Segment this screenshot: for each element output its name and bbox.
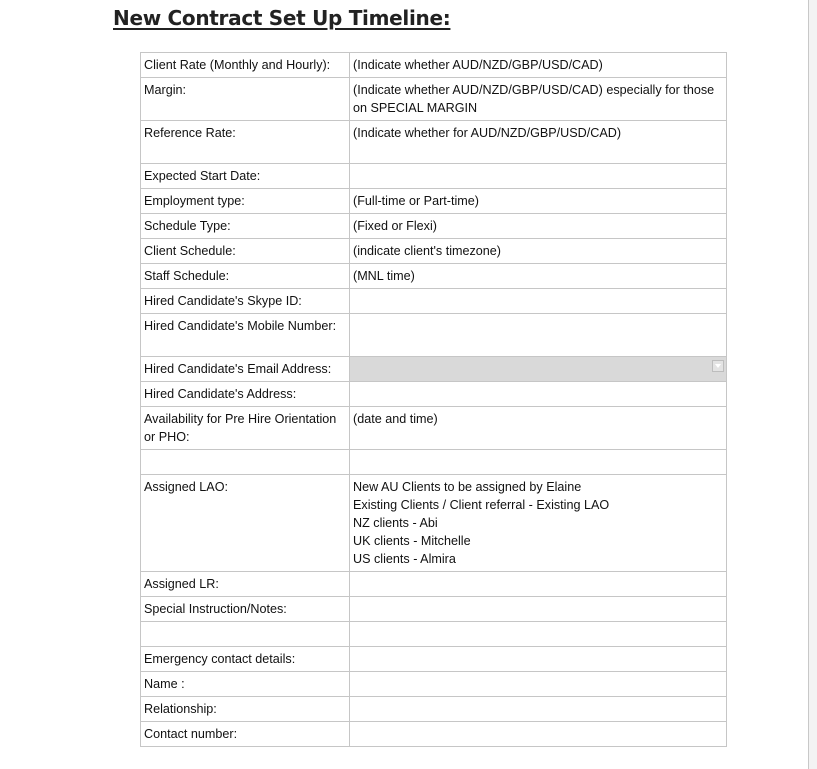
field-value[interactable]: (Indicate whether AUD/NZD/GBP/USD/CAD) especially for those on SPECIAL MARGIN (350, 78, 727, 121)
field-value[interactable] (350, 722, 727, 747)
field-label: Assigned LAO: (141, 475, 350, 572)
field-value[interactable] (350, 647, 727, 672)
field-value[interactable] (350, 475, 727, 572)
field-value[interactable]: (indicate client's timezone) (350, 239, 727, 264)
table-row (141, 289, 727, 314)
field-value[interactable]: (Full-time or Part-time) (350, 189, 727, 214)
table-row (141, 189, 727, 214)
table-row (141, 239, 727, 264)
table-row (141, 450, 727, 475)
field-value[interactable] (350, 382, 727, 407)
page-edge-shadow (809, 0, 817, 769)
field-value[interactable]: (Indicate whether AUD/NZD/GBP/USD/CAD) (350, 53, 727, 78)
table-row (141, 78, 727, 121)
email-dropdown-field[interactable] (350, 357, 727, 382)
field-label: Hired Candidate's Address: (141, 382, 350, 407)
field-label: Reference Rate: (141, 121, 350, 164)
field-label: Emergency contact details: (141, 647, 350, 672)
lao-assignment-line: UK clients - Mitchelle (353, 534, 471, 548)
table-row (141, 572, 727, 597)
contract-setup-table (140, 52, 727, 747)
field-label: Schedule Type: (141, 214, 350, 239)
table-row (141, 647, 727, 672)
field-label: Margin: (141, 78, 350, 121)
table-row (141, 697, 727, 722)
table-row (141, 622, 727, 647)
field-label: Hired Candidate's Email Address: (141, 357, 350, 382)
field-value[interactable] (350, 597, 727, 622)
field-label: Name : (141, 672, 350, 697)
table-row (141, 314, 727, 357)
lao-assignment-line: NZ clients - Abi (353, 516, 438, 530)
chevron-down-icon[interactable] (712, 360, 724, 372)
table-row (141, 357, 727, 382)
field-label: Employment type: (141, 189, 350, 214)
field-label: Client Rate (Monthly and Hourly): (141, 53, 350, 78)
field-value[interactable]: (date and time) (350, 407, 727, 450)
lao-assignment-line: New AU Clients to be assigned by Elaine (353, 480, 582, 494)
table-row (141, 672, 727, 697)
field-value[interactable] (350, 622, 727, 647)
field-label: Availability for Pre Hire Orientation or PHO: (141, 407, 350, 450)
field-value[interactable] (350, 572, 727, 597)
table-row (141, 407, 727, 450)
field-label: Hired Candidate's Skype ID: (141, 289, 350, 314)
field-label: Client Schedule: (141, 239, 350, 264)
field-label: Assigned LR: (141, 572, 350, 597)
field-label (141, 622, 350, 647)
field-value[interactable]: (Indicate whether for AUD/NZD/GBP/USD/CAD) (350, 121, 727, 164)
field-label (141, 450, 350, 475)
field-value[interactable]: (MNL time) (350, 264, 727, 289)
table-row (141, 214, 727, 239)
table-row (141, 382, 727, 407)
field-label: Special Instruction/Notes: (141, 597, 350, 622)
table-row (141, 597, 727, 622)
field-label: Expected Start Date: (141, 164, 350, 189)
lao-assignment-line: US clients - Almira (353, 552, 456, 566)
table-row (141, 722, 727, 747)
table-row (141, 264, 727, 289)
field-value[interactable] (350, 672, 727, 697)
lao-assignment-line: Existing Clients / Client referral - Existing LAO (353, 498, 610, 512)
field-value[interactable]: (Fixed or Flexi) (350, 214, 727, 239)
field-label: Hired Candidate's Mobile Number: (141, 314, 350, 357)
field-label: Staff Schedule: (141, 264, 350, 289)
page-title: New Contract Set Up Timeline: (113, 6, 451, 30)
table-row (141, 164, 727, 189)
field-value[interactable] (350, 697, 727, 722)
field-value[interactable] (350, 289, 727, 314)
table-row (141, 53, 727, 78)
field-value[interactable] (350, 314, 727, 357)
field-value[interactable] (350, 450, 727, 475)
field-label: Relationship: (141, 697, 350, 722)
table-row (141, 121, 727, 164)
field-label: Contact number: (141, 722, 350, 747)
table-row (141, 475, 727, 572)
field-value[interactable] (350, 164, 727, 189)
